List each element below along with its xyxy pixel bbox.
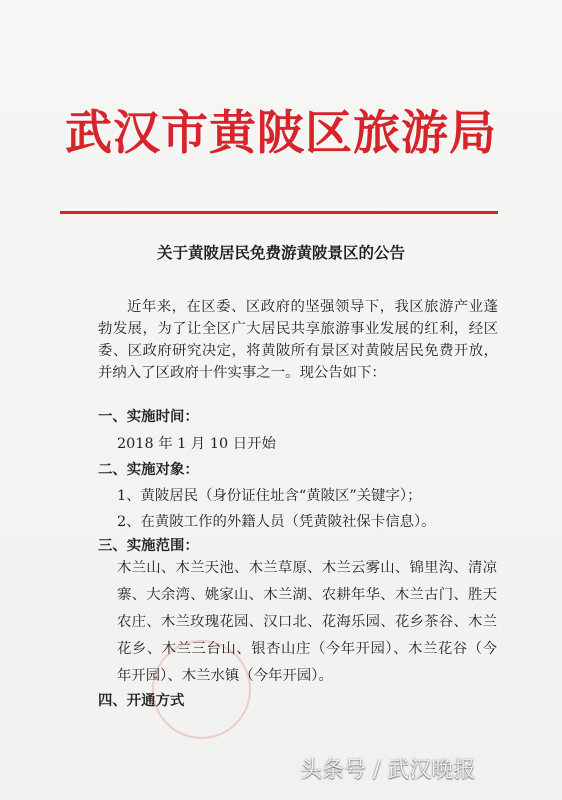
agency-header: 武汉市黄陂区旅游局 <box>65 106 497 161</box>
section-item-foreign-workers: 2、在黄陂工作的外籍人员（凭黄陂社保卡信息）。 <box>117 514 436 530</box>
red-header-rule <box>60 211 498 214</box>
scenic-spot-list: 木兰山、木兰天池、木兰草原、木兰云雾山、锦里沟、清凉寨、大余湾、姚家山、木兰湖、农耕年华、木兰古门、胜天农庄、木兰玫瑰花园、汉口北、花海乐园、花乡茶谷、木兰花乡、木兰三台山、银杏山庄（今年开园）、木兰花谷（今年开园）、木兰水镇（今年开园）。 <box>117 560 497 684</box>
section-heading-target: 二、实施对象： <box>98 461 199 478</box>
section-item-residents: 1、黄陂居民（身份证住址含“黄陂区”关键字）； <box>117 488 422 504</box>
source-watermark: 头条号 / 武汉晚报 <box>300 758 476 783</box>
document-title: 关于黄陂居民免费游黄陂景区的公告 <box>156 243 405 262</box>
intro-paragraph: 近年来，在区委、区政府的坚强领导下，我区旅游产业蓬勃发展，为了让全区广大居民共享旅游事业发展的红利，经区委、区政府研究决定，将黄陂所有景区对黄陂居民免费开放，并纳入了区政府十件实事之一。现公告如下： <box>98 299 498 381</box>
section-item-date: 2018 年 1 月 10 日开始 <box>117 436 276 452</box>
section-heading-scope: 三、实施范围： <box>98 537 199 554</box>
section-heading-access: 四、开通方式 <box>98 692 185 709</box>
section-heading-time: 一、实施时间： <box>98 408 199 425</box>
